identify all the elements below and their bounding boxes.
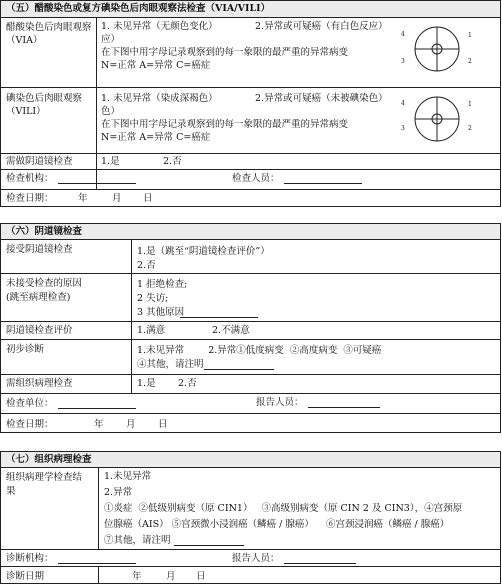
need-colposcopy-no[interactable]: 2.否: [163, 156, 182, 167]
s5-date-month: 月: [112, 193, 122, 204]
s5-date-label: 检查日期：: [6, 193, 54, 204]
accept-colposcopy-yes[interactable]: 1.是（跳至“阴道镜检查评价”）: [137, 246, 270, 257]
s5-date-year: 年: [78, 193, 88, 204]
prelim-diagnosis-other-field[interactable]: [204, 369, 274, 370]
vili-instruction: 在下图中用字母记录观察到的每一象限的最严重的异常病变: [101, 119, 349, 130]
pathology-result-label: 组织病理学检查结: [6, 472, 83, 483]
s7-date-label: 诊断日期: [6, 571, 45, 582]
vili-option-abnormal[interactable]: 2.异常或可疑癌（未被碘染色）: [255, 93, 388, 104]
s6-date-month: 月: [126, 419, 136, 430]
vili-label: 碘染色后肉眼观察（VILI）: [6, 93, 83, 117]
section6-title: （六）阴道镜检查: [6, 226, 83, 237]
colposcopy-eval-unsatisfied[interactable]: 2.不满意: [212, 325, 250, 336]
s7-date-year: 年: [132, 571, 142, 582]
via-cervix-diagram[interactable]: [413, 25, 461, 73]
pathology-result-other-field[interactable]: [174, 545, 244, 546]
need-colposcopy-label: 需做阴道镜检查: [6, 156, 73, 167]
via-legend: N=正常 A=异常 C=癌症: [101, 60, 211, 71]
reason-other[interactable]: 3 其他原因: [137, 307, 185, 318]
s7-reporter-label: 报告人员：: [232, 553, 280, 564]
s7-date-month: 月: [166, 571, 176, 582]
pathology-result-other[interactable]: ⑦其他，请注明: [104, 535, 171, 546]
pathology-result-options-1[interactable]: ①炎症 ②低级别病变（原 CIN1） ③高级别病变（原 CIN 2 及 CIN3），④宫颈原: [104, 503, 463, 514]
s5-org-field[interactable]: [58, 183, 136, 184]
s7-org-field[interactable]: [58, 563, 136, 564]
s6-reporter-label: 报告人员：: [256, 397, 304, 408]
section6-box: [0, 239, 501, 433]
reason-other-field[interactable]: [180, 317, 258, 318]
prelim-diagnosis-options[interactable]: 1.未见异常 2.异常①低度病变 ②高度病变 ③可疑癌: [137, 345, 382, 356]
vili-cervix-diagram[interactable]: [413, 95, 461, 143]
s6-date-label: 检查日期：: [6, 419, 54, 430]
section7-title: （七）组织病理检查: [6, 454, 92, 465]
colposcopy-eval-satisfied[interactable]: 1.满意: [137, 325, 166, 336]
accept-colposcopy-no[interactable]: 2.否: [137, 260, 156, 271]
via-quadrant-3: 3: [401, 58, 405, 65]
reason-lost[interactable]: 2 失访;: [137, 293, 169, 304]
via-instruction: 在下图中用字母记录观察到的每一象限的最严重的异常病变: [101, 47, 349, 58]
pathology-result-label-cont: 果: [6, 486, 16, 497]
vili-option-abnormal-cont: 色）: [101, 106, 121, 117]
accept-colposcopy-label: 接受阴道镜检查: [6, 244, 73, 255]
need-colposcopy-yes[interactable]: 1.是: [101, 156, 120, 167]
via-quadrant-2: 2: [468, 58, 472, 65]
s7-reporter-field[interactable]: [284, 563, 356, 564]
vili-option-normal[interactable]: 1. 未见异常（染成深褐色）: [101, 93, 218, 104]
via-quadrant-4: 4: [401, 31, 405, 38]
via-quadrant-1: 1: [468, 32, 472, 39]
s7-date-day: 日: [196, 571, 206, 582]
vili-quadrant-3: 3: [401, 125, 405, 132]
via-option-abnormal-cont: 应）: [101, 34, 121, 45]
vili-quadrant-4: 4: [401, 100, 405, 107]
section5-title: （五）醋酸染色或复方碘染色后肉眼观察法检查（VIA/VILI）: [6, 3, 271, 14]
s6-date-day: 日: [158, 419, 168, 430]
s6-reporter-field[interactable]: [308, 407, 380, 408]
pathology-result-options-2[interactable]: 位腺癌（AIS） ⑤宫颈微小浸润癌（鳞癌 / 腺癌） ⑥宫颈浸润癌（鳞癌 / 腺癌）: [104, 519, 450, 530]
s5-person-label: 检查人员：: [232, 173, 280, 184]
tissue-exam-yes[interactable]: 1.是: [137, 378, 156, 389]
reason-label: 未接受检查的原因: [6, 278, 83, 289]
reason-label-note: (跳至病理检查): [6, 292, 71, 303]
via-label: 醋酸染色后肉眼观察（VIA）: [6, 22, 92, 46]
s5-date-day: 日: [143, 193, 153, 204]
vili-quadrant-1: 1: [468, 101, 472, 108]
via-option-normal[interactable]: 1. 未见异常（无颜色变化）: [101, 21, 218, 32]
s7-org-label: 诊断机构：: [6, 553, 54, 564]
s6-unit-label: 检查单位：: [6, 398, 54, 409]
pathology-result-abnormal[interactable]: 2.异常: [104, 487, 133, 498]
colposcopy-eval-label: 阴道镜检查评价: [6, 325, 73, 336]
prelim-diagnosis-label: 初步诊断: [6, 344, 45, 355]
tissue-exam-no[interactable]: 2.否: [178, 378, 197, 389]
s6-date-year: 年: [94, 419, 104, 430]
via-option-abnormal[interactable]: 2.异常或可疑癌（有白色反应）: [255, 21, 388, 32]
prelim-diagnosis-other[interactable]: ④其他，请注明: [137, 359, 204, 370]
s5-org-label: 检查机构：: [6, 173, 54, 184]
s5-person-field[interactable]: [284, 183, 362, 184]
s6-unit-field[interactable]: [58, 408, 136, 409]
vili-quadrant-2: 2: [468, 125, 472, 132]
reason-refuse[interactable]: 1 拒绝检查;: [137, 279, 188, 290]
vili-legend: N=正常 A=异常 C=癌症: [101, 132, 211, 143]
pathology-result-normal[interactable]: 1.未见异常: [104, 471, 152, 482]
tissue-exam-label: 需组织病理检查: [6, 378, 73, 389]
